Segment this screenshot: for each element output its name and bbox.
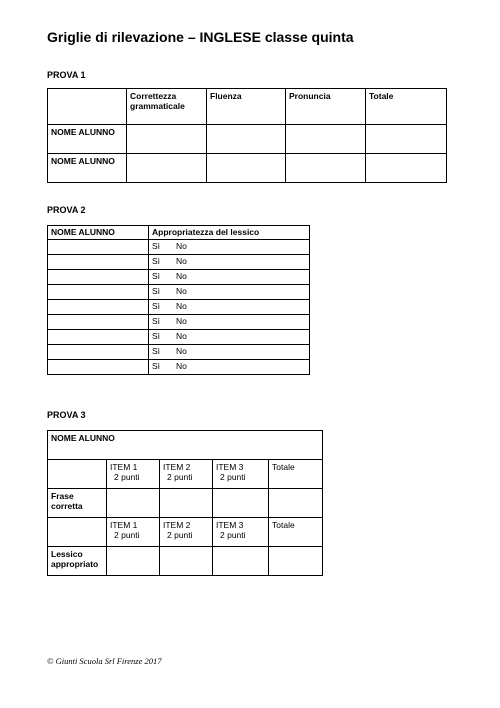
yes-option[interactable]: Sì	[152, 301, 161, 311]
score-cell[interactable]	[286, 154, 366, 183]
student-name-cell: NOME ALUNNO	[48, 154, 127, 183]
table-row	[48, 300, 310, 315]
yes-option[interactable]: Sì	[152, 271, 161, 281]
no-option[interactable]: No	[176, 331, 187, 341]
score-cell[interactable]	[366, 125, 447, 154]
yes-no-cell	[149, 345, 310, 360]
table-row	[48, 240, 310, 255]
yes-no-cell	[149, 315, 310, 330]
table-row	[48, 270, 310, 285]
yes-option[interactable]: Sì	[152, 316, 161, 326]
item-header: ITEM 1 2 punti	[107, 518, 160, 547]
table-row	[48, 330, 310, 345]
yes-no-cell	[149, 255, 310, 270]
prova1-header-empty	[48, 89, 127, 125]
student-name-cell[interactable]	[48, 270, 149, 285]
score-cell[interactable]	[127, 125, 207, 154]
no-option[interactable]: No	[176, 271, 187, 281]
table-row	[48, 547, 323, 576]
score-cell[interactable]	[160, 489, 213, 518]
no-option[interactable]: No	[176, 256, 187, 266]
yes-no-cell	[149, 285, 310, 300]
prova3-empty-cell	[48, 518, 107, 547]
score-cell[interactable]	[213, 547, 269, 576]
yes-no-cell	[149, 330, 310, 345]
score-cell[interactable]	[107, 547, 160, 576]
student-name-cell[interactable]	[48, 300, 149, 315]
score-cell[interactable]	[207, 125, 286, 154]
no-option[interactable]: No	[176, 361, 187, 371]
score-cell[interactable]	[269, 547, 323, 576]
prova2-header-criterion: Appropriatezza del lessico	[149, 226, 310, 240]
table-row	[48, 345, 310, 360]
score-cell[interactable]	[107, 489, 160, 518]
yes-no-cell	[149, 300, 310, 315]
student-name-cell: NOME ALUNNO	[48, 125, 127, 154]
yes-no-cell	[149, 360, 310, 375]
prova3-header-name: NOME ALUNNO	[48, 431, 323, 460]
page-title: Griglie di rilevazione – INGLESE classe quinta	[47, 29, 354, 45]
score-cell[interactable]	[160, 547, 213, 576]
score-cell[interactable]	[286, 125, 366, 154]
yes-no-cell	[149, 240, 310, 255]
score-cell[interactable]	[366, 154, 447, 183]
item-header: ITEM 3 2 punti	[213, 460, 269, 489]
copyright-footer: © Giunti Scuola Srl Firenze 2017	[47, 656, 162, 666]
item-header: ITEM 2 2 punti	[160, 518, 213, 547]
no-option[interactable]: No	[176, 286, 187, 296]
item-header: ITEM 3 2 punti	[213, 518, 269, 547]
student-name-cell[interactable]	[48, 330, 149, 345]
yes-option[interactable]: Sì	[152, 286, 161, 296]
prova3-label: PROVA 3	[47, 410, 86, 420]
student-name-cell[interactable]	[48, 240, 149, 255]
no-option[interactable]: No	[176, 301, 187, 311]
row-label-lessico: Lessico appropriato	[48, 547, 107, 576]
total-header: Totale	[269, 460, 323, 489]
prova1-label: PROVA 1	[47, 70, 86, 80]
item-header: ITEM 2 2 punti	[160, 460, 213, 489]
student-name-cell[interactable]	[48, 345, 149, 360]
prova1-header-pronuncia: Pronuncia	[286, 89, 366, 125]
no-option[interactable]: No	[176, 316, 187, 326]
prova1-header-totale: Totale	[366, 89, 447, 125]
yes-option[interactable]: Sì	[152, 331, 161, 341]
table-row	[48, 315, 310, 330]
table-row	[48, 154, 447, 183]
student-name-cell[interactable]	[48, 315, 149, 330]
student-name-cell[interactable]	[48, 255, 149, 270]
score-cell[interactable]	[213, 489, 269, 518]
prova1-header-correttezza: Correttezza grammaticale	[127, 89, 207, 125]
prova1-header-fluenza: Fluenza	[207, 89, 286, 125]
yes-option[interactable]: Sì	[152, 346, 161, 356]
row-label-frase: Frase corretta	[48, 489, 107, 518]
table-row	[48, 285, 310, 300]
no-option[interactable]: No	[176, 346, 187, 356]
item-header: ITEM 1 2 punti	[107, 460, 160, 489]
total-header: Totale	[269, 518, 323, 547]
yes-option[interactable]: Sì	[152, 241, 161, 251]
table-row	[48, 125, 447, 154]
table-row	[48, 489, 323, 518]
prova2-table	[47, 225, 310, 375]
score-cell[interactable]	[269, 489, 323, 518]
no-option[interactable]: No	[176, 241, 187, 251]
prova3-table	[47, 430, 323, 576]
score-cell[interactable]	[127, 154, 207, 183]
table-row	[48, 360, 310, 375]
prova2-header-name: NOME ALUNNO	[48, 226, 149, 240]
table-row	[48, 255, 310, 270]
student-name-cell[interactable]	[48, 285, 149, 300]
prova3-empty-cell	[48, 460, 107, 489]
prova1-table	[47, 88, 447, 183]
yes-option[interactable]: Sì	[152, 256, 161, 266]
yes-option[interactable]: Sì	[152, 361, 161, 371]
score-cell[interactable]	[207, 154, 286, 183]
student-name-cell[interactable]	[48, 360, 149, 375]
prova2-label: PROVA 2	[47, 205, 86, 215]
yes-no-cell	[149, 270, 310, 285]
